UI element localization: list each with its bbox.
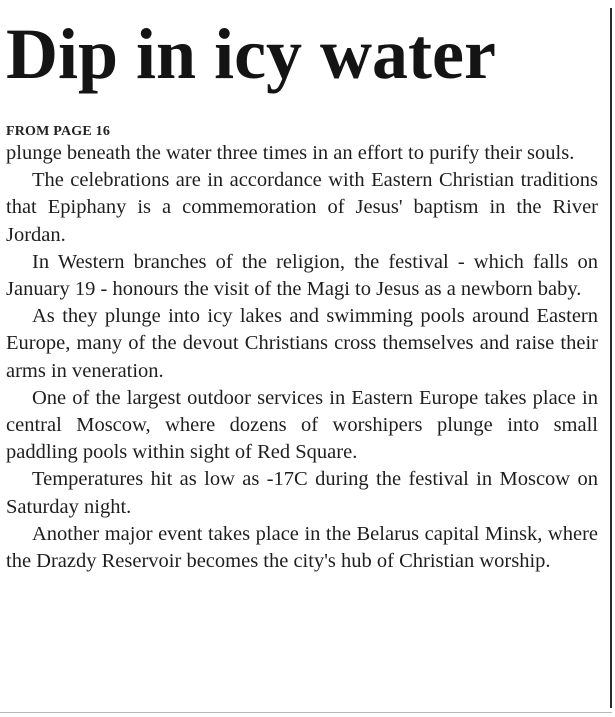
article-body <box>6 140 598 575</box>
paragraph-2: The celebrations are in accordance with Eastern Christian traditions that Epiphany is a commemoration of Jesus' baptism in the River Jordan. <box>6 169 598 246</box>
paragraph-5: One of the largest outdoor services in Eastern Europe takes place in central Moscow, where dozens of worshipers plunge into small paddling pools within sight of Red Square. <box>6 386 598 464</box>
paragraph-3: In Western branches of the religion, the festival - which falls on January 19 - honours the visit of the Magi to Jesus as a newborn baby. <box>6 250 598 301</box>
paragraph-7: Another major event takes place in the Belarus capital Minsk, where the Drazdy Reservoir becomes the city's hub of Christian worship. <box>6 522 598 573</box>
paragraph-1: plunge beneath the water three times in an effort to purify their souls. <box>6 142 575 164</box>
article <box>6 0 598 575</box>
headline: Dip in icy water <box>6 14 496 94</box>
paragraph-4: As they plunge into icy lakes and swimming pools around Eastern Europe, many of the devout Christians cross themselves and raise their arms in veneration. <box>6 305 598 382</box>
continued-from-label: FROM PAGE 16 <box>6 124 111 139</box>
clipping-bottom-edge <box>0 712 612 713</box>
clipping-right-edge <box>610 8 612 708</box>
paragraph-6: Temperatures hit as low as -17C during the festival in Moscow on Saturday night. <box>6 468 598 518</box>
